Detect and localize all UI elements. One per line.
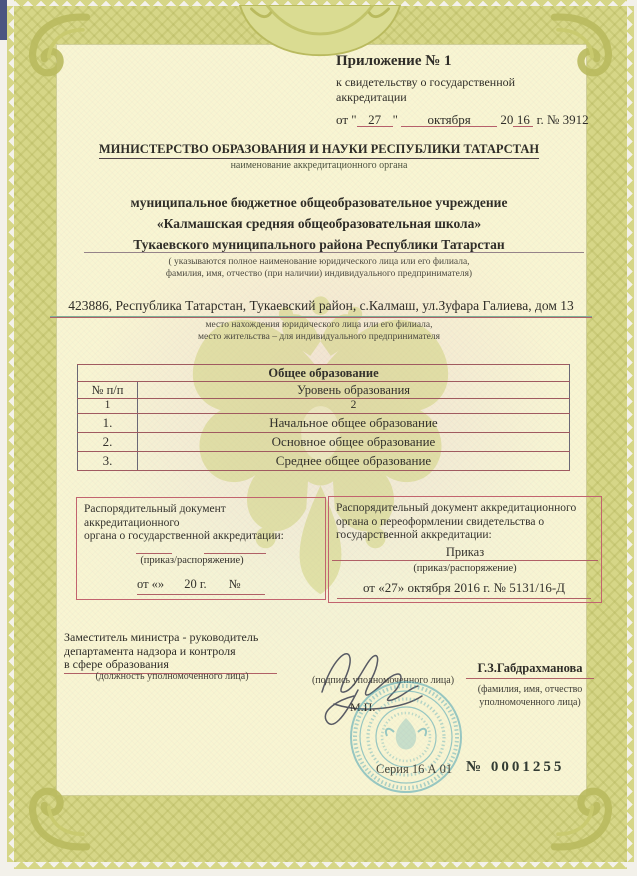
appendix-date-line <box>336 112 598 128</box>
corner-ornament-icon <box>20 10 92 82</box>
name-caption-line1: (фамилия, имя, отчество <box>477 684 583 695</box>
table-col-level-header: Уровень образования <box>138 382 570 399</box>
address-caption <box>58 320 580 344</box>
row-number: 3. <box>78 451 138 470</box>
appendix-title: Приложение № 1 <box>336 53 452 69</box>
signature-caption: (подпись уполномоченного лица) <box>311 675 455 686</box>
organization-caption <box>58 256 580 281</box>
corner-ornament-icon <box>20 782 92 854</box>
border-zigzag-right <box>626 6 634 862</box>
reissue-order-box <box>328 496 602 603</box>
date-close-quote: " <box>392 111 398 127</box>
organization-address: 423886, Республика Татарстан, Тукаевский район, с.Калмаш, ул.Зуфара Галиева, дом 13 <box>50 298 592 317</box>
organization-line1: муниципальное бюджетное общеобразовательное учреждение <box>130 195 508 210</box>
reissue-order-date-line: от «27» октября 2016 г. № 5131/16-Д <box>337 580 591 599</box>
accreditation-order-date-line <box>137 577 265 595</box>
date-month: октября <box>401 113 497 128</box>
organization-line3: Тукаевского муниципального района Республики Татарстан <box>133 237 505 252</box>
date-year: 16 <box>513 113 533 128</box>
organization-underline <box>84 252 584 253</box>
organization-line2: «Калмашская средняя общеобразовательная школа» <box>156 216 482 231</box>
table-col-no-index: 1 <box>78 399 138 414</box>
organization-name-block <box>58 192 580 255</box>
reissue-order-title-line1: Распорядительный документ аккредитационного <box>336 502 577 514</box>
series-label: Серия 16 А 01 <box>376 762 453 776</box>
serial-number: № 0001255 <box>466 759 565 775</box>
date-tail: г. № 3912 <box>536 111 589 127</box>
reissue-order-title <box>336 502 596 543</box>
accreditation-order-title-line1: Распорядительный документ аккредитационного <box>84 503 226 529</box>
order-date-number-sign: № <box>228 577 241 591</box>
address-caption-line2: место жительства – для индивидуального предпринимателя <box>197 331 441 342</box>
row-level: Среднее общее образование <box>138 451 570 470</box>
signatory-name-caption <box>466 684 594 709</box>
date-prefix: от " <box>336 111 357 127</box>
accreditation-body-block <box>58 140 580 171</box>
date-day: 27 <box>357 113 393 128</box>
row-number: 1. <box>78 413 138 432</box>
table-row <box>78 413 570 432</box>
order-type-caption: (приказ/распоряжение) <box>140 555 244 566</box>
round-seal-stamp-icon <box>342 676 470 798</box>
table-title-row <box>78 365 570 382</box>
table-row <box>78 451 570 470</box>
row-number: 2. <box>78 432 138 451</box>
position-caption: (должность уполномоченного лица) <box>95 671 249 682</box>
address-caption-line1: место нахождения юридического лица или его филиала, <box>205 320 433 330</box>
seal-place-mark: М.П. <box>350 700 376 714</box>
accreditation-order-title <box>84 503 320 544</box>
table-col-level-index: 2 <box>138 399 570 414</box>
appendix-subtitle-line2: аккредитации <box>336 89 407 104</box>
appendix-subtitle-line1: к свидетельству о государственной <box>336 75 516 90</box>
position-line2: департамента надзора и контроля <box>64 643 236 658</box>
table-col-no-header: № п/п <box>78 382 138 399</box>
corner-ornament-icon <box>549 782 621 854</box>
border-zigzag-left <box>7 6 15 862</box>
order-date-prefix: от «» <box>137 577 165 591</box>
organization-caption-line2: фамилия, имя, отчество (при наличии) индивидуального предпринимателя) <box>165 269 473 280</box>
appendix-header <box>336 52 598 127</box>
date-century: 20 <box>500 111 514 127</box>
blank-line-segment <box>204 552 266 554</box>
position-line1: Заместитель министра - руководитель <box>64 630 259 644</box>
accreditation-order-box <box>76 497 326 600</box>
order-document-underline <box>332 560 598 561</box>
name-caption-line2: уполномоченного лица) <box>479 696 581 708</box>
accreditation-order-title-line2: органа о государственной аккредитации: <box>84 530 284 543</box>
scan-edge-artifact <box>0 0 7 40</box>
reissue-order-title-line2: органа о переоформлении свидетельства о <box>336 515 545 528</box>
border-zigzag-bottom <box>14 861 627 869</box>
signatory-position-block <box>64 631 296 674</box>
order-type-caption: (приказ/распоряжение) <box>413 563 517 574</box>
ministry-caption: наименование аккредитационного органа <box>230 160 408 171</box>
table-index-row <box>78 399 570 414</box>
row-level: Основное общее образование <box>138 432 570 451</box>
order-date-year: 20 г. <box>184 577 207 591</box>
row-level: Начальное общее образование <box>138 413 570 432</box>
order-document-name: Приказ <box>445 545 485 559</box>
ministry-name: МИНИСТЕРСТВО ОБРАЗОВАНИЯ И НАУКИ РЕСПУБЛИКИ ТАТАРСТАН <box>99 142 539 159</box>
position-line3: в сфере образования <box>64 658 277 674</box>
table-title: Общее образование <box>78 365 570 382</box>
education-levels-table <box>77 364 570 471</box>
table-header-row <box>78 382 570 399</box>
table-row <box>78 432 570 451</box>
signatory-name: Г.З.Габдрахманова <box>466 661 594 679</box>
blank-line-segment <box>136 552 172 554</box>
organization-caption-line1: ( указываются полное наименование юридического лица или его филиала, <box>168 257 470 267</box>
reissue-order-title-line3: государственной аккредитации: <box>336 529 492 542</box>
